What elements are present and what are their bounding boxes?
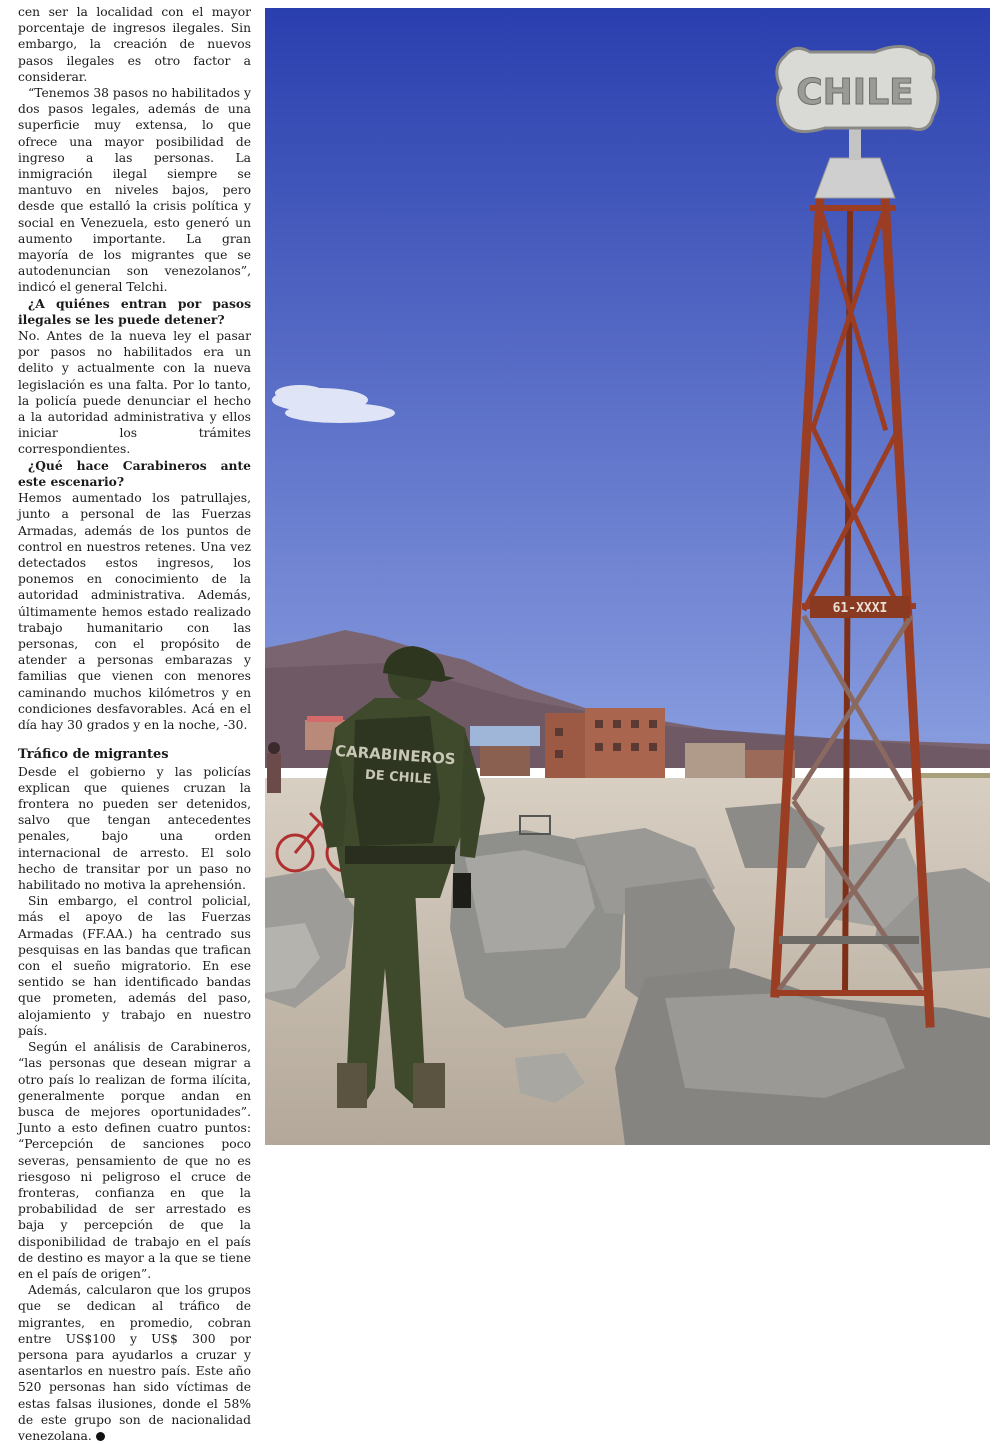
body-paragraph: cen ser la localidad con el mayor porcentaje de ingresos ilegales. Sin embargo, la creación de nuevos pasos ilegales es otro factor a considerar. [18, 5, 251, 84]
section-heading: Tráfico de migrantes [18, 747, 169, 763]
body-paragraph: Sin embargo, el control policial, más el apoyo de las Fuerzas Armadas (FF.AA.) ha centrado sus pesquisas en las bandas que trafican con el sueño migratorio. En ese sentido se han identificado bandas que prometen, además del paso, alojamiento y trabajo en nuestro país. [18, 894, 251, 1038]
body-paragraph: Además, calcularon que los grupos que se dedican al tráfico de migrantes, en promedio, cobran entre US$100 y US$ 300 por persona para ayudarlos a cruzar y asentarlos en nuestro país. Este año 520 personas han sido víctimas de estas falsas ilusiones, donde el 58% de este grupo son de nacionalidad venezolana. [18, 1283, 251, 1443]
body-paragraph: “Tenemos 38 pasos no habilitados y dos pasos legales, además de una superficie muy extensa, lo que ofrece una mayor posibilidad de ingreso a las personas. La inmigración ilegal siempre se mantuvo en niveles bajos, pero desde que estalló la crisis política y social en Venezuela, esto generó un aumento importante. La gran mayoría de los migrantes que se autodenuncian son venezolanos”, indicó el general Telchi. [18, 86, 251, 295]
body-paragraph: Hemos aumentado los patrullajes, junto a personal de las Fuerzas Armadas, además de los puntos de control en nuestros retenes. Una vez detectados estos ingresos, los ponemos en conocimiento de la autoridad administrativa. Además, últimamente hemos estado realizado trabajo humanitario con las personas, con el propósito de atender a personas embarazas y familias que vienen con menores caminando muchos kilómetros y en condiciones desfavorables. Acá en el día hay 30 grados y en la noche, -30. [18, 491, 251, 732]
end-of-article-mark [96, 1432, 105, 1441]
vest-label-line1: CARABINEROS [334, 741, 457, 769]
border-photo-illustration [265, 8, 990, 1145]
interview-question: ¿A quiénes entran por pasos ilegales se les puede detener? [18, 295, 251, 327]
chile-sign-text: CHILE [796, 72, 914, 113]
body-paragraph: Desde el gobierno y las policías explican que quienes cruzan la frontera no pueden ser detenidos, salvo que tengan antecedentes penales, bajo una orden internacional de arresto. El solo hecho de transitar por un paso no habilitado no motiva la aprehensión. [18, 764, 251, 893]
border-photo [265, 8, 990, 1145]
body-paragraph: No. Antes de la nueva ley el pasar por pasos no habilitados era un delito y actualmente con la nueva legislación es una falta. Por lo tanto, la policía puede denunciar el hecho a la autoridad administrativa y ellos iniciar los trámites correspondientes. [18, 329, 251, 457]
body-paragraph: Según el análisis de Carabineros, “las personas que desean migrar a otro país lo realizan de forma ilícita, generalmente porque andan en busca de mejores oportunidades”. Junto a esto definen cuatro puntos: “Percepción de sanciones poco severas, pensamiento de que no es riesgoso ni peligroso el cruce de fronteras, confianza en que la probabilidad de ser arrestado es baja y percepción de que la disponibilidad de trabajo en el país de destino es mayor a la que se tiene en el país de origen”. [18, 1040, 251, 1281]
article-column [18, 4, 251, 1444]
vest-label-line2: DE CHILE [364, 767, 432, 788]
interview-question: ¿Qué hace Carabineros ante este escenario? [18, 457, 251, 489]
marker-code: 61-XXXI [832, 601, 888, 616]
